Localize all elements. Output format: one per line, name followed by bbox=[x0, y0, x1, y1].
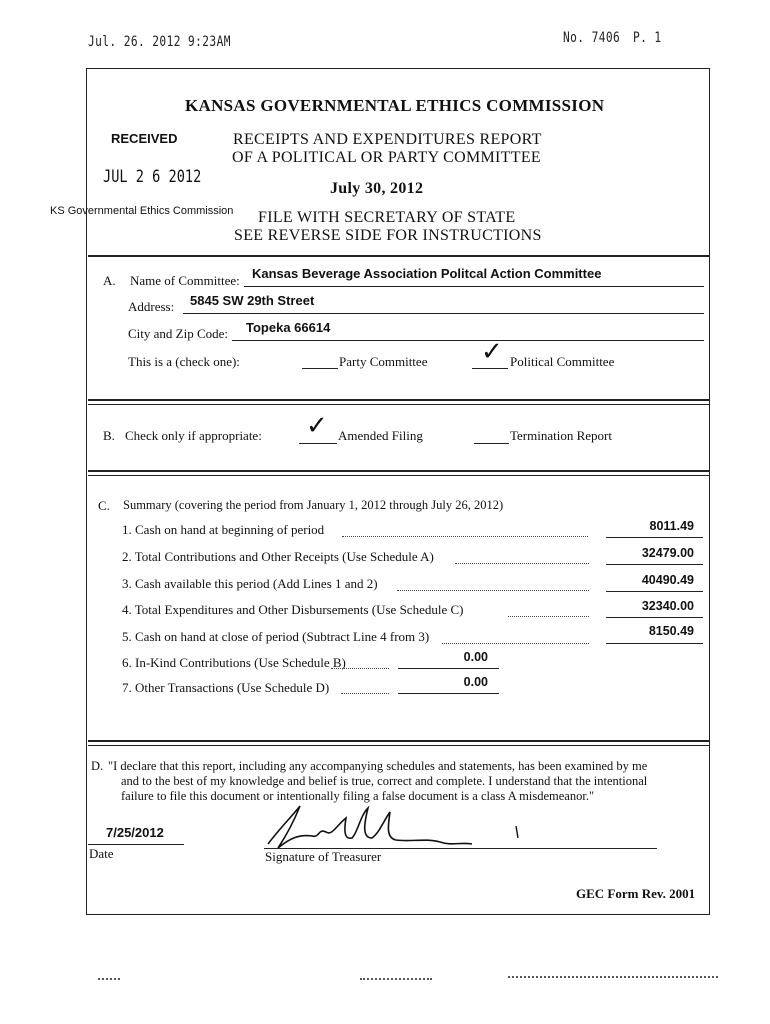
summary-line-label: 6. In-Kind Contributions (Use Schedule B) bbox=[122, 655, 346, 670]
fax-datetime: Jul. 26. 2012 9:23AM bbox=[88, 34, 231, 50]
summary-line-value: 0.00 bbox=[463, 675, 488, 689]
summary-line-underline bbox=[606, 591, 703, 592]
file-line2: SEE REVERSE SIDE FOR INSTRUCTIONS bbox=[234, 227, 542, 244]
fax-noise bbox=[98, 978, 120, 980]
declaration-line3: failure to file this document or intentionally filing a false document is a class A misdemeanor." bbox=[121, 789, 595, 803]
address-label: Address: bbox=[128, 299, 175, 314]
form-revision: GEC Form Rev. 2001 bbox=[576, 886, 696, 901]
leader-dots bbox=[331, 668, 389, 669]
summary-line-value: 40490.49 bbox=[641, 573, 694, 587]
political-committee-check-icon: ✓ bbox=[481, 337, 503, 367]
city-zip-underline bbox=[232, 340, 704, 341]
summary-heading: Summary (covering the period from January 1, 2012 through July 26, 2012) bbox=[123, 498, 504, 512]
section-b-letter: B. bbox=[103, 428, 115, 443]
section-c-letter: C. bbox=[98, 498, 110, 513]
fax-noise bbox=[508, 976, 718, 978]
summary-line-label: 4. Total Expenditures and Other Disbursements (Use Schedule C) bbox=[122, 602, 464, 617]
leader-dots bbox=[508, 616, 589, 617]
section-a-divider bbox=[88, 399, 709, 405]
received-stamp-agency: KS Governmental Ethics Commission bbox=[50, 205, 234, 217]
summary-line-underline bbox=[606, 617, 703, 618]
fax-page: P. 1 bbox=[633, 30, 662, 46]
section-d-letter: D. bbox=[91, 759, 104, 773]
report-date: July 30, 2012 bbox=[330, 180, 424, 197]
committee-name-underline bbox=[244, 286, 704, 287]
summary-line-value: 32340.00 bbox=[641, 599, 694, 613]
summary-line-label: 2. Total Contributions and Other Receipts (Use Schedule A) bbox=[122, 549, 434, 564]
leader-dots bbox=[442, 643, 589, 644]
committee-name-value: Kansas Beverage Association Politcal Action Committee bbox=[252, 266, 602, 281]
date-label: Date bbox=[89, 846, 114, 861]
leader-dots bbox=[455, 563, 589, 564]
fax-number: No. 7406 bbox=[563, 30, 621, 46]
termination-report-label: Termination Report bbox=[510, 428, 612, 443]
party-committee-blank bbox=[302, 368, 338, 369]
city-zip-label: City and Zip Code: bbox=[128, 326, 229, 341]
address-value: 5845 SW 29th Street bbox=[190, 293, 315, 308]
leader-dots bbox=[397, 590, 589, 591]
political-committee-label: Political Committee bbox=[510, 354, 615, 369]
amended-filing-label: Amended Filing bbox=[338, 428, 423, 443]
summary-line-label: 3. Cash available this period (Add Lines 1 and 2) bbox=[122, 576, 378, 591]
summary-line-underline bbox=[398, 668, 499, 669]
commission-title: KANSAS GOVERNMENTAL ETHICS COMMISSION bbox=[185, 96, 605, 115]
summary-line-value: 8150.49 bbox=[648, 624, 694, 638]
section-b-divider bbox=[88, 470, 709, 476]
received-stamp-label: RECEIVED bbox=[111, 131, 178, 146]
leader-dots bbox=[341, 693, 389, 694]
city-zip-value: Topeka 66614 bbox=[246, 320, 331, 335]
report-title-line2: OF A POLITICAL OR PARTY COMMITTEE bbox=[232, 149, 541, 166]
termination-report-blank bbox=[474, 443, 509, 444]
fax-noise bbox=[360, 978, 432, 980]
summary-line-value: 0.00 bbox=[463, 650, 488, 664]
summary-line-value: 8011.49 bbox=[649, 519, 694, 533]
section-c-divider bbox=[88, 740, 709, 746]
check-appropriate-label: Check only if appropriate: bbox=[125, 428, 262, 443]
leader-dots bbox=[342, 536, 588, 537]
summary-line-underline bbox=[606, 564, 703, 565]
summary-line-underline bbox=[606, 643, 703, 644]
header-divider bbox=[88, 255, 709, 257]
amended-filing-check-icon: ✓ bbox=[306, 411, 328, 441]
declaration-line1: "I declare that this report, including any accompanying schedules and statements, has been examined by me bbox=[108, 759, 648, 773]
committee-name-label: Name of Committee: bbox=[130, 273, 240, 288]
signature-label: Signature of Treasurer bbox=[265, 849, 382, 864]
committee-type-label: This is a (check one): bbox=[128, 354, 240, 369]
summary-line-underline bbox=[606, 537, 703, 538]
date-underline bbox=[88, 844, 184, 845]
summary-line-label: 7. Other Transactions (Use Schedule D) bbox=[122, 680, 330, 695]
signed-date-value: 7/25/2012 bbox=[106, 825, 164, 840]
report-title-line1: RECEIPTS AND EXPENDITURES REPORT bbox=[233, 131, 542, 148]
file-line1: FILE WITH SECRETARY OF STATE bbox=[258, 209, 516, 226]
party-committee-label: Party Committee bbox=[339, 354, 428, 369]
section-a-letter: A. bbox=[103, 273, 116, 288]
declaration-line2: and to the best of my knowledge and belief is true, correct and complete. I understand that the intentional bbox=[121, 774, 648, 788]
summary-line-label: 1. Cash on hand at beginning of period bbox=[122, 522, 325, 537]
amended-filing-blank bbox=[299, 443, 337, 444]
address-underline bbox=[183, 313, 704, 314]
political-committee-blank bbox=[472, 368, 508, 369]
summary-line-value: 32479.00 bbox=[641, 546, 694, 560]
received-stamp-date: JUL 2 6 2012 bbox=[103, 167, 202, 187]
summary-line-underline bbox=[398, 693, 499, 694]
summary-line-label: 5. Cash on hand at close of period (Subtract Line 4 from 3) bbox=[122, 629, 430, 644]
treasurer-signature-icon bbox=[260, 798, 520, 854]
